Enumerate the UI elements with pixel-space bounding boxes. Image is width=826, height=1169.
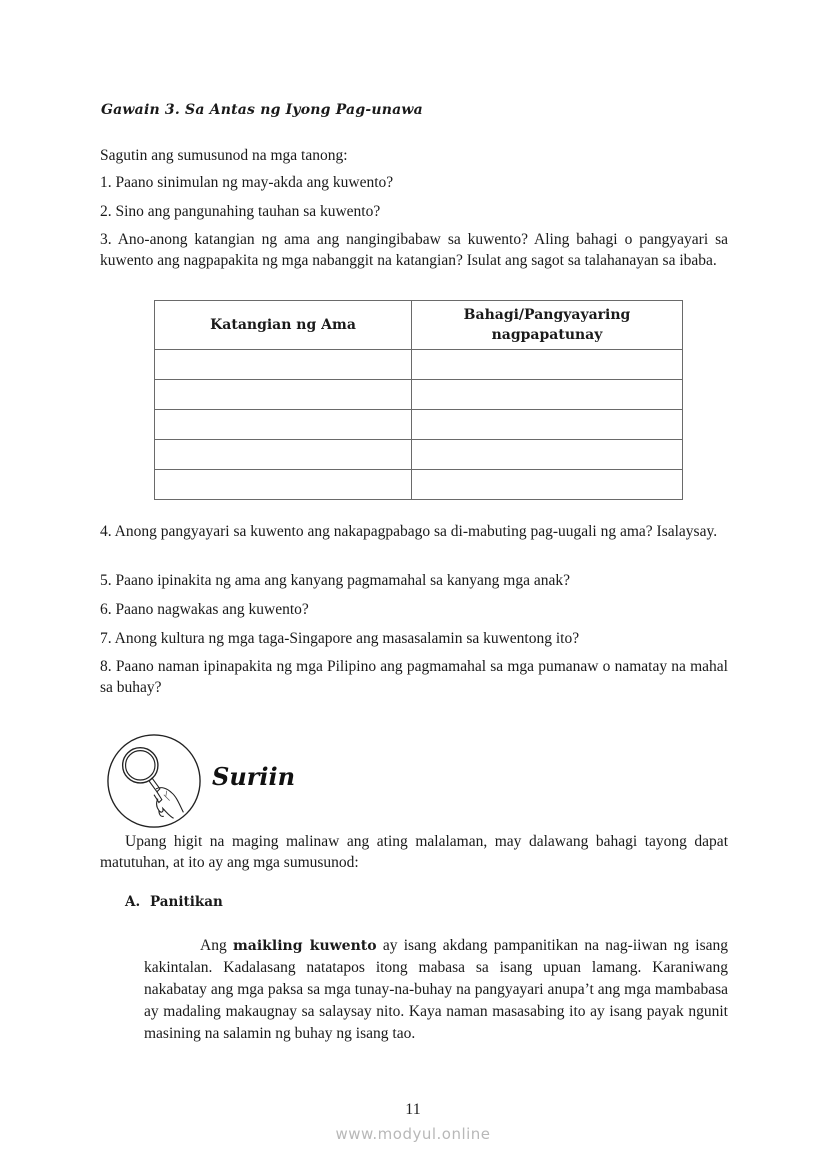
answer-cell[interactable] bbox=[155, 410, 412, 440]
table-row bbox=[155, 440, 683, 470]
answer-cell[interactable] bbox=[155, 440, 412, 470]
question-7: 7. Anong kultura ng mga taga-Singapore ang masasalamin sa kuwentong ito? bbox=[100, 630, 580, 647]
answer-cell[interactable] bbox=[155, 350, 412, 380]
table-row bbox=[155, 380, 683, 410]
table-header-row bbox=[155, 301, 683, 350]
suriin-intro: Upang higit na maging malinaw ang ating malalaman, may dalawang bahagi tayong dapat matutuhan, at ito ay ang mga sumusunod: bbox=[100, 833, 728, 871]
question-6: 6. Paano nagwakas ang kuwento? bbox=[100, 601, 309, 618]
table-row bbox=[155, 350, 683, 380]
answer-cell[interactable] bbox=[412, 350, 683, 380]
term-maikling-kuwento: maikling kuwento bbox=[232, 938, 377, 954]
answer-cell[interactable] bbox=[412, 440, 683, 470]
question-8: 8. Paano naman ipinapakita ng mga Pilipino ang pagmamahal sa mga pumanaw o namatay na mahal sa buhay? bbox=[100, 658, 728, 696]
activity-heading: Gawain 3. Sa Antas ng Iyong Pag-unawa bbox=[101, 102, 423, 118]
answer-cell[interactable] bbox=[155, 380, 412, 410]
question-4: 4. Anong pangyayari sa kuwento ang nakapagpabago sa di-mabuting pag-uugali ng ama? Isalaysay. bbox=[100, 523, 718, 540]
panitikan-paragraph: Ang maikling kuwento ay isang akdang pampanitikan na nag-iiwan ng isang kakintalan. Kadalasang natatapos itong mabasa sa isang upuan lamang. Karaniwang nakabatay ang mga paksa sa mga tunay-na-buhay na pangyayari anupa’t ang mga mambabasa ay madaling makaugnay sa salaysay nito. Kaya naman masasabing ito ay isang payak ngunit masining na salamin ng buhay ng isang tao. bbox=[144, 937, 729, 1042]
answer-cell[interactable] bbox=[412, 470, 683, 500]
question-2: 2. Sino ang pangunahing tauhan sa kuwento? bbox=[100, 203, 381, 220]
header-bahagi: Bahagi/Pangyayaring nagpapatunay bbox=[412, 301, 683, 350]
answer-cell[interactable] bbox=[412, 380, 683, 410]
question-5: 5. Paano ipinakita ng ama ang kanyang pagmamahal sa kanyang mga anak? bbox=[100, 572, 571, 589]
table-row bbox=[155, 410, 683, 440]
answer-cell[interactable] bbox=[412, 410, 683, 440]
subsection-heading-panitikan: A. Panitikan bbox=[125, 894, 223, 910]
magnifying-glass-hand-icon bbox=[105, 732, 203, 830]
table-row bbox=[155, 470, 683, 500]
instruction: Sagutin ang sumusunod na mga tanong: bbox=[100, 147, 348, 164]
answer-cell[interactable] bbox=[155, 470, 412, 500]
watermark-url: www.modyul.online bbox=[335, 1125, 491, 1143]
question-1: 1. Paano sinimulan ng may-akda ang kuwento? bbox=[100, 174, 394, 191]
section-title-suriin: Suriin bbox=[212, 762, 296, 791]
page-number: 11 bbox=[405, 1101, 421, 1118]
answer-table bbox=[154, 300, 683, 500]
instruction-text bbox=[100, 145, 728, 166]
question-3: 3. Ano-anong katangian ng ama ang nangingibabaw sa kuwento? Aling bahagi o pangyayari sa kuwento ang nagpapakita ng mga nabanggit na katangian? Isulat ang sagot sa talahanayan sa ibaba. bbox=[100, 231, 728, 269]
header-katangian: Katangian ng Ama bbox=[155, 301, 412, 350]
